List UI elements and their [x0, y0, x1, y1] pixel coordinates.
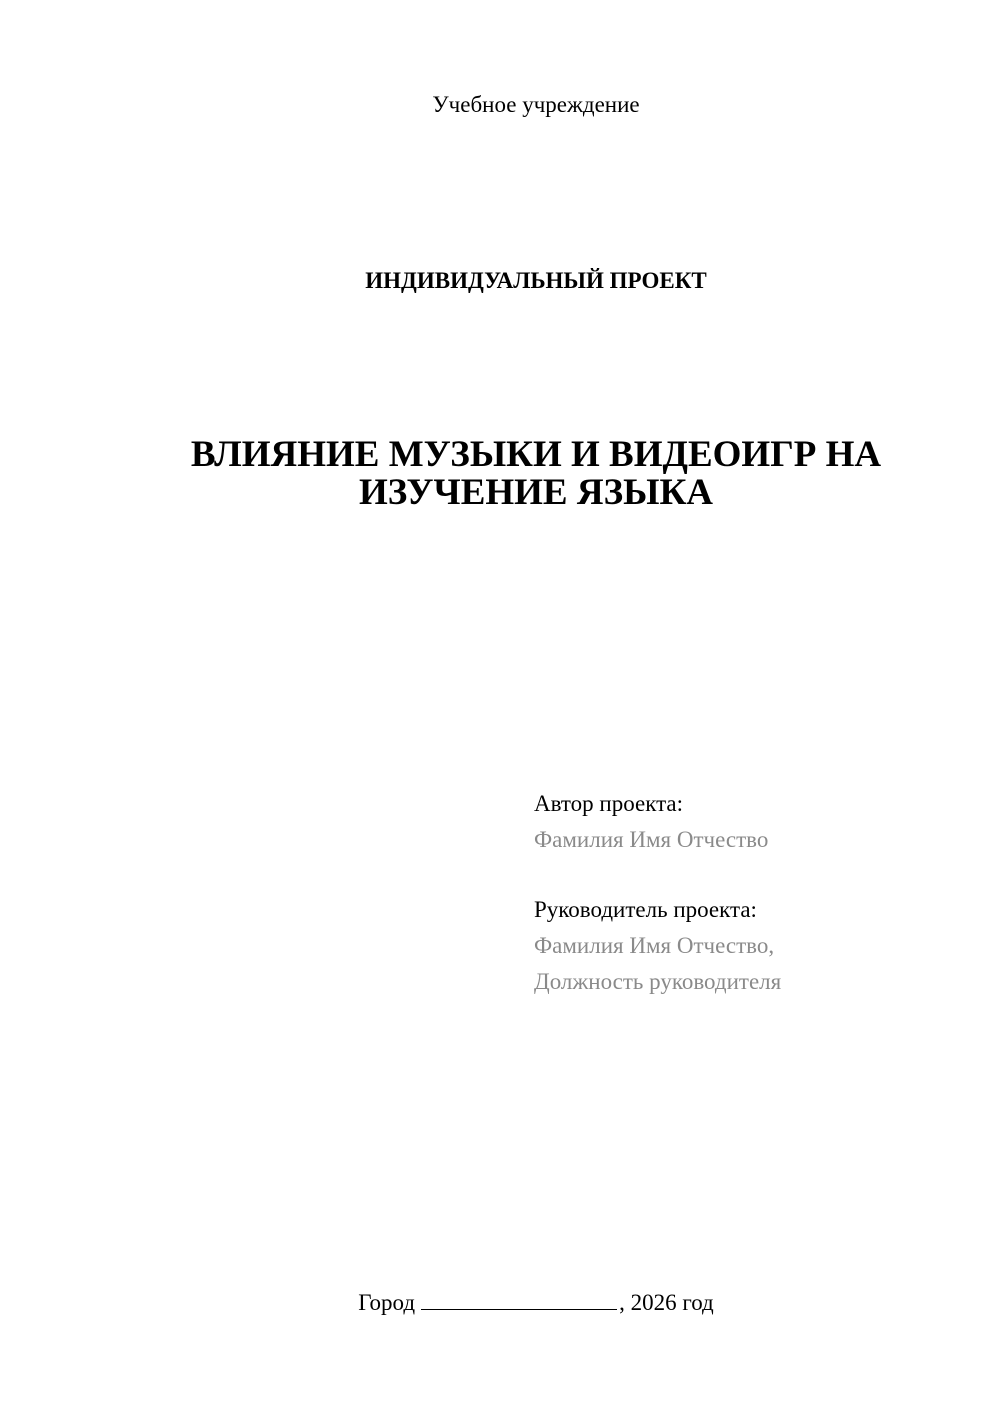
city-year-line — [36, 1290, 1000, 1316]
author-block — [534, 786, 768, 858]
supervisor-block — [534, 892, 781, 1000]
document-type-heading: ИНДИВИДУАЛЬНЫЙ ПРОЕКТ — [365, 268, 707, 293]
supervisor-label: Руководитель проекта: — [534, 897, 757, 922]
project-title-line-2: ИЗУЧЕНИЕ ЯЗЫКА — [359, 472, 713, 513]
supervisor-name: Фамилия Имя Отчество, — [534, 933, 775, 958]
city-label: Город — [358, 1290, 416, 1315]
institution-name: Учебное учреждение — [432, 92, 640, 117]
city-blank-line — [421, 1291, 617, 1310]
author-label: Автор проекта: — [534, 791, 683, 816]
author-name: Фамилия Имя Отчество — [534, 827, 769, 852]
project-title-line-1: ВЛИЯНИЕ МУЗЫКИ И ВИДЕОИГР НА — [190, 434, 882, 475]
year-label: , 2026 год — [619, 1290, 714, 1315]
supervisor-position: Должность руководителя — [534, 969, 782, 994]
project-title — [36, 436, 1000, 512]
